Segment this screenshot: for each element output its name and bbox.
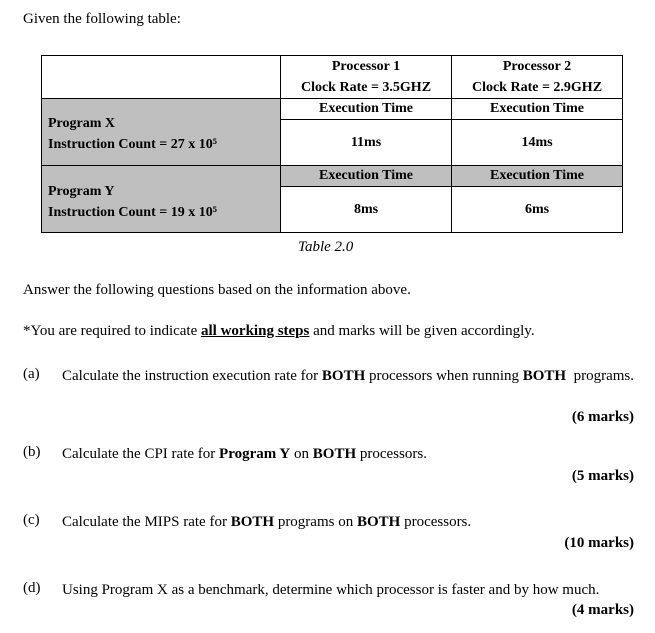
table-row: [42, 99, 623, 120]
program-y-p1-time: 8ms: [281, 187, 452, 233]
question-label: (a): [23, 366, 40, 382]
exec-time-label: Execution Time: [281, 99, 452, 120]
working-steps-note: [23, 323, 535, 340]
exec-time-label: Execution Time: [281, 166, 452, 187]
processor-2-header: [452, 56, 623, 99]
processor-1-name: Processor 1: [331, 59, 401, 74]
marks-b: (5 marks): [571, 468, 634, 484]
note-pre: *You are required to indicate: [23, 323, 202, 339]
answer-intro: Answer the following questions based on the information above.: [23, 282, 411, 298]
program-x-count: Instruction Count = 27 x 10⁵: [48, 137, 217, 152]
question-label: (d): [23, 580, 41, 596]
program-x-p1-time: 11ms: [281, 120, 452, 166]
exec-time-label: Execution Time: [452, 99, 623, 120]
exec-time-label: Execution Time: [452, 166, 623, 187]
question-label: (c): [23, 512, 40, 528]
question-text: Calculate the MIPS rate for BOTH programs on BOTH processors.: [62, 514, 472, 530]
program-y-name: Program Y: [48, 184, 115, 199]
processor-2-name: Processor 2: [502, 59, 572, 74]
empty-header-cell: [42, 56, 281, 99]
marks-a: (6 marks): [571, 409, 634, 425]
program-x-name: Program X: [48, 116, 115, 131]
marks-d: (4 marks): [571, 602, 634, 618]
note-emphasis: all working steps: [201, 323, 310, 339]
program-y-count: Instruction Count = 19 x 10⁵: [48, 205, 217, 220]
question-label: (b): [23, 444, 41, 460]
program-y-p2-time: 6ms: [452, 187, 623, 233]
program-y-label: [42, 166, 281, 233]
processor-table: [41, 55, 623, 233]
marks-c: (10 marks): [564, 535, 634, 551]
table-caption: Table 2.0: [298, 239, 354, 255]
processor-1-header: [281, 56, 452, 99]
table-row: [42, 166, 623, 187]
question-text: Calculate the instruction execution rate for BOTH processors when running BOTH programs.: [62, 368, 635, 384]
program-x-p2-time: 14ms: [452, 120, 623, 166]
processor-1-clock: Clock Rate = 3.5GHZ: [300, 80, 432, 95]
processor-2-clock: Clock Rate = 2.9GHZ: [471, 80, 603, 95]
table-header-row: [42, 56, 623, 99]
question-text: Calculate the CPI rate for Program Y on BOTH processors.: [62, 446, 427, 462]
intro-text: Given the following table:: [23, 11, 181, 27]
program-x-label: [42, 99, 281, 166]
question-text: Using Program X as a benchmark, determine which processor is faster and by how much.: [62, 582, 600, 598]
note-post: and marks will be given accordingly.: [309, 323, 535, 339]
